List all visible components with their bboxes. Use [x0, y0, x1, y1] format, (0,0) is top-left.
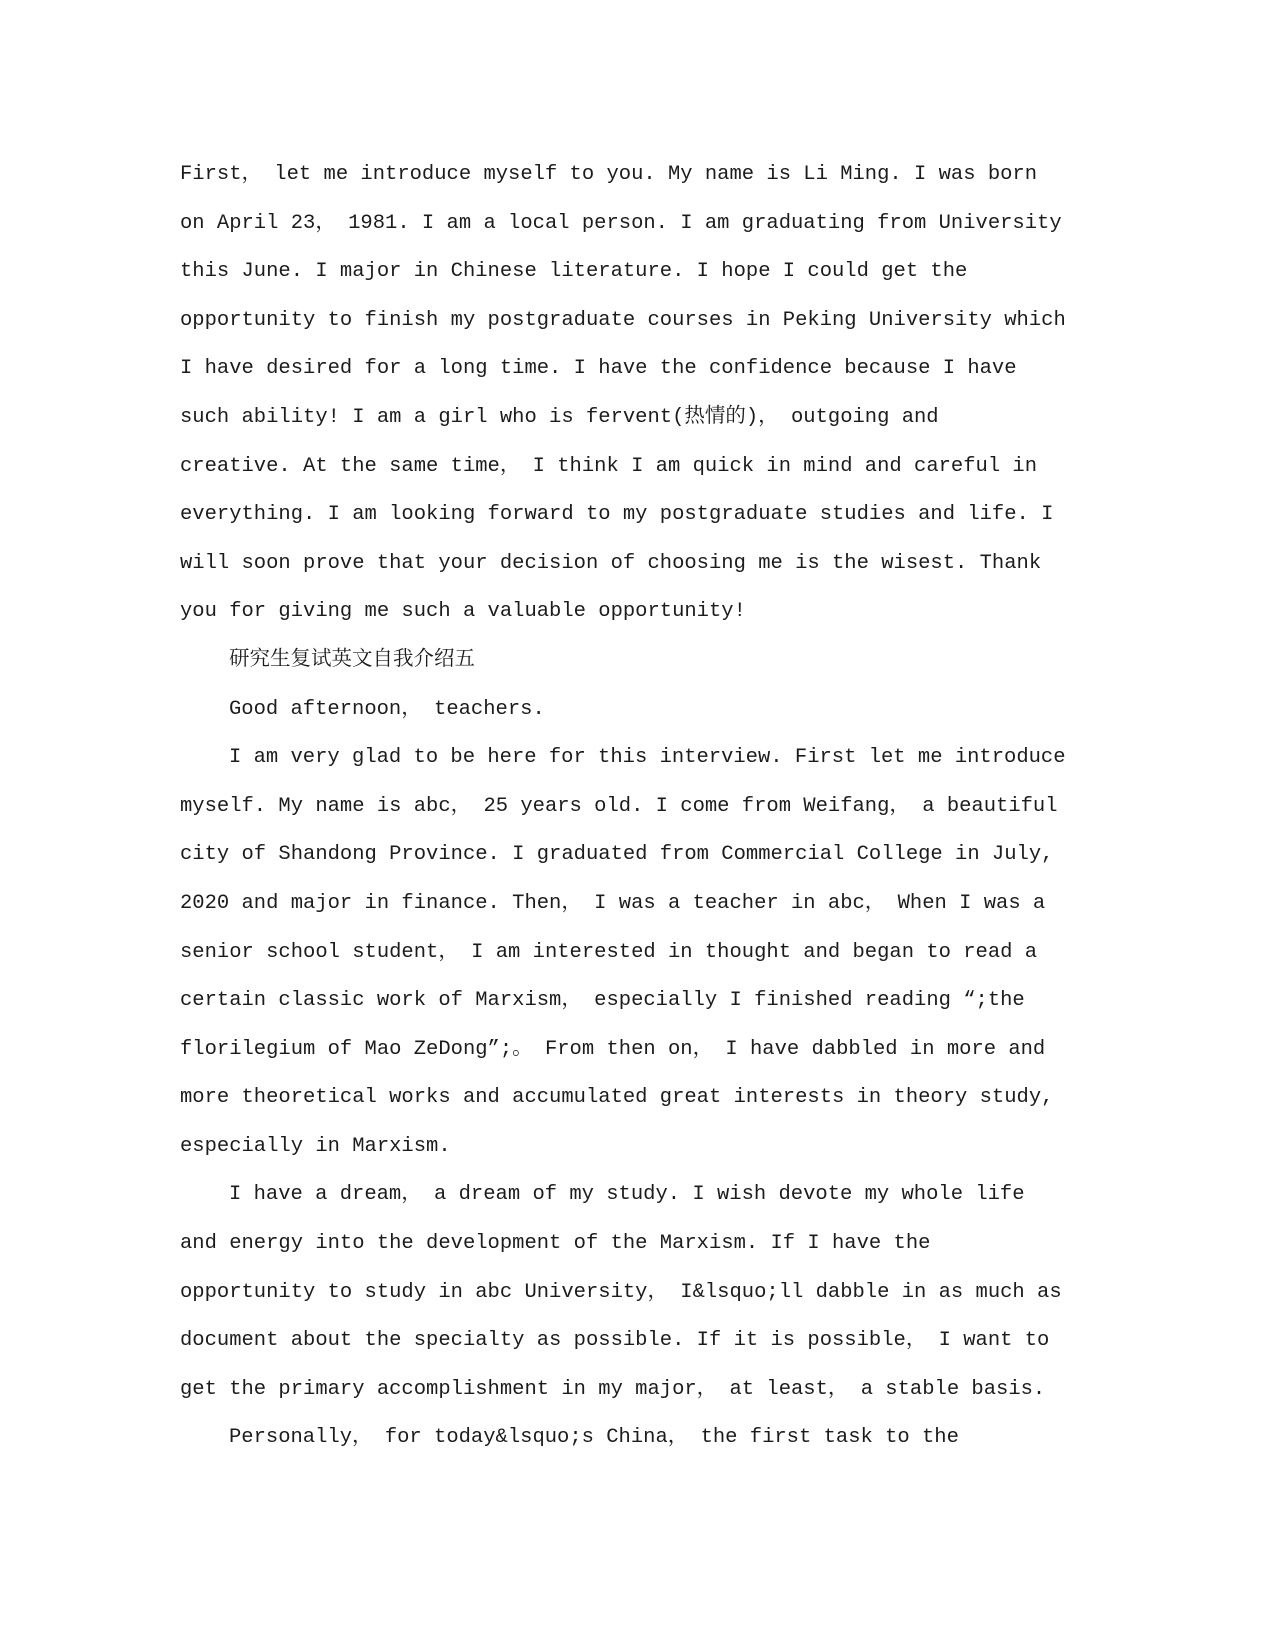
text-line: will soon prove that your decision of choosing me is the wisest. Thank: [180, 551, 1042, 575]
text-line: certain classic work of Marxism， especially I finished reading “;the: [180, 989, 1025, 1013]
text-line: Personally， for today&lsquo;s China， the first task to the: [229, 1426, 959, 1450]
text-line: opportunity to study in abc University， I&lsquo;ll dabble in as much as: [180, 1280, 1062, 1304]
text-line: document about the specialty as possible. If it is possible， I want to: [180, 1329, 1050, 1353]
text-line: and energy into the development of the Marxism. If I have the: [180, 1232, 931, 1256]
text-line: First， let me introduce myself to you. My name is Li Ming. I was born: [180, 163, 1038, 186]
text-line: florilegium of Mao ZeDong”;。 From then on， I have dabbled in more and: [180, 1037, 1046, 1061]
text-line: you for giving me such a valuable opportunity!: [180, 600, 746, 624]
text-line: I have desired for a long time. I have the confidence because I have: [180, 357, 1017, 381]
text-line: Good afternoon， teachers.: [229, 697, 545, 721]
text-line: city of Shandong Province. I graduated from Commercial College in July,: [180, 843, 1054, 867]
text-line: more theoretical works and accumulated great interests in theory study,: [180, 1086, 1054, 1110]
text-line: 研究生复试英文自我介绍五: [229, 648, 475, 672]
text-line: such ability! I am a girl who is fervent(热情的)， outgoing and: [180, 405, 939, 429]
text-line: get the primary accomplishment in my major， at least， a stable basis.: [180, 1377, 1046, 1401]
text-line: I am very glad to be here for this interview. First let me introduce: [229, 746, 1066, 770]
document-text: [180, 151, 1125, 1463]
text-line: this June. I major in Chinese literature. I hope I could get the: [180, 260, 968, 284]
text-line: I have a dream， a dream of my study. I wish devote my whole life: [229, 1183, 1025, 1207]
text-line: senior school student， I am interested in thought and began to read a: [180, 940, 1038, 964]
text-line: on April 23， 1981. I am a local person. I am graduating from University: [180, 211, 1062, 235]
text-line: everything. I am looking forward to my postgraduate studies and life. I: [180, 503, 1054, 527]
text-line: especially in Marxism.: [180, 1134, 451, 1158]
text-line: 2020 and major in finance. Then， I was a teacher in abc， When I was a: [180, 891, 1046, 915]
text-line: opportunity to finish my postgraduate courses in Peking University which: [180, 308, 1066, 332]
text-line: myself. My name is abc， 25 years old. I come from Weifang， a beautiful: [180, 794, 1058, 818]
text-line: creative. At the same time， I think I am quick in mind and careful in: [180, 454, 1038, 478]
